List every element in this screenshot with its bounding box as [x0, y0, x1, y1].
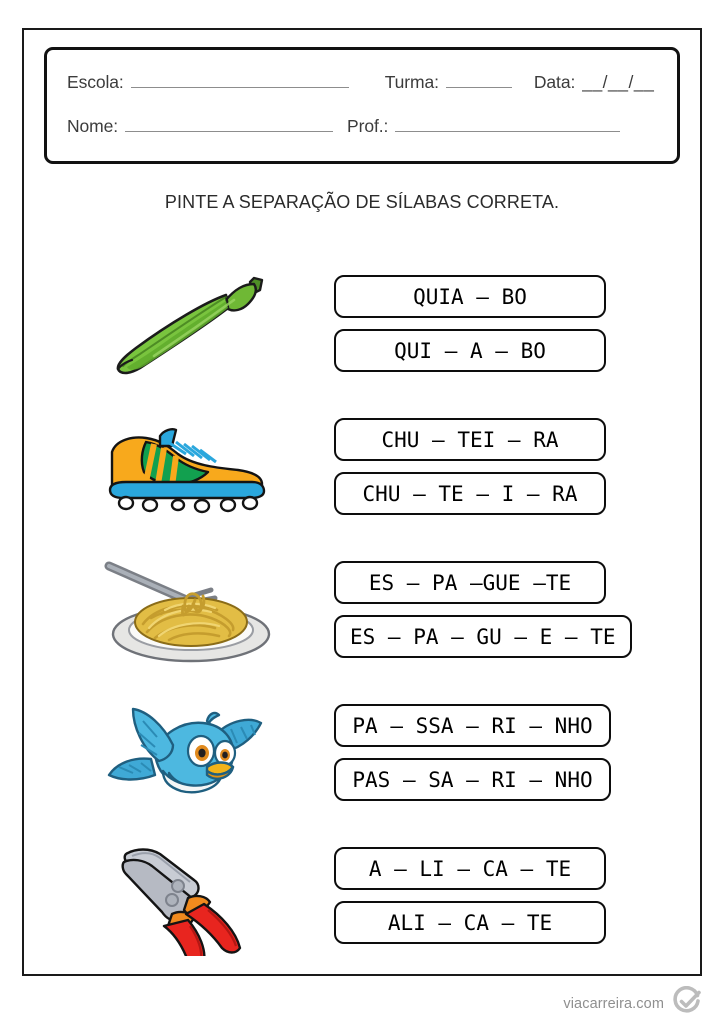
identification-row-top [47, 72, 677, 106]
bird-illustration [44, 687, 334, 819]
field-turma-label: Turma: [384, 72, 439, 92]
field-data-label: Data: [533, 72, 576, 92]
exercise-options [334, 704, 680, 801]
option-box[interactable]: CHU – TEI – RA [334, 418, 606, 461]
watermark-text: viacarreira.com [563, 995, 664, 1012]
instruction-text: PINTE A SEPARAÇÃO DE SÍLABAS CORRETA. [164, 192, 560, 212]
exercise-row [44, 252, 680, 395]
soccer-cleat-illustration [44, 401, 334, 533]
exercise-options [334, 847, 680, 944]
option-box[interactable]: QUIA – BO [334, 275, 606, 318]
site-watermark [563, 986, 702, 1021]
exercise-list [44, 252, 680, 967]
exercise-options [334, 418, 680, 515]
identification-row-bottom [47, 116, 677, 150]
field-turma-input-line[interactable] [446, 73, 512, 88]
field-prof-input-line[interactable] [395, 117, 620, 132]
option-box[interactable]: ALI – CA – TE [334, 901, 606, 944]
option-box[interactable]: CHU – TE – I – RA [334, 472, 606, 515]
exercise-options [334, 275, 680, 372]
field-turma[interactable] [385, 72, 512, 93]
field-escola[interactable] [67, 72, 349, 93]
option-box[interactable]: QUI – A – BO [334, 329, 606, 372]
field-prof-label: Prof.: [347, 116, 389, 136]
field-nome-label: Nome: [67, 116, 119, 136]
check-circle-icon [672, 986, 702, 1021]
pliers-illustration [44, 830, 334, 962]
okra-illustration [44, 258, 334, 390]
option-box[interactable]: ES – PA – GU – E – TE [334, 615, 632, 658]
field-nome-input-line[interactable] [125, 117, 333, 132]
spaghetti-plate-illustration [44, 544, 334, 676]
field-nome[interactable] [67, 116, 333, 137]
exercise-row [44, 395, 680, 538]
exercise-row [44, 681, 680, 824]
exercise-row [44, 824, 680, 967]
field-escola-label: Escola: [67, 72, 124, 92]
field-escola-input-line[interactable] [131, 73, 349, 88]
field-data[interactable] [534, 72, 654, 93]
field-data-slots[interactable]: __/__/__ [582, 72, 655, 92]
option-box[interactable]: PAS – SA – RI – NHO [334, 758, 611, 801]
field-prof[interactable] [347, 116, 620, 137]
exercise-options [334, 561, 680, 658]
option-box[interactable]: ES – PA –GUE –TE [334, 561, 606, 604]
student-identification-box [44, 47, 680, 164]
option-box[interactable]: A – LI – CA – TE [334, 847, 606, 890]
option-box[interactable]: PA – SSA – RI – NHO [334, 704, 611, 747]
exercise-row [44, 538, 680, 681]
